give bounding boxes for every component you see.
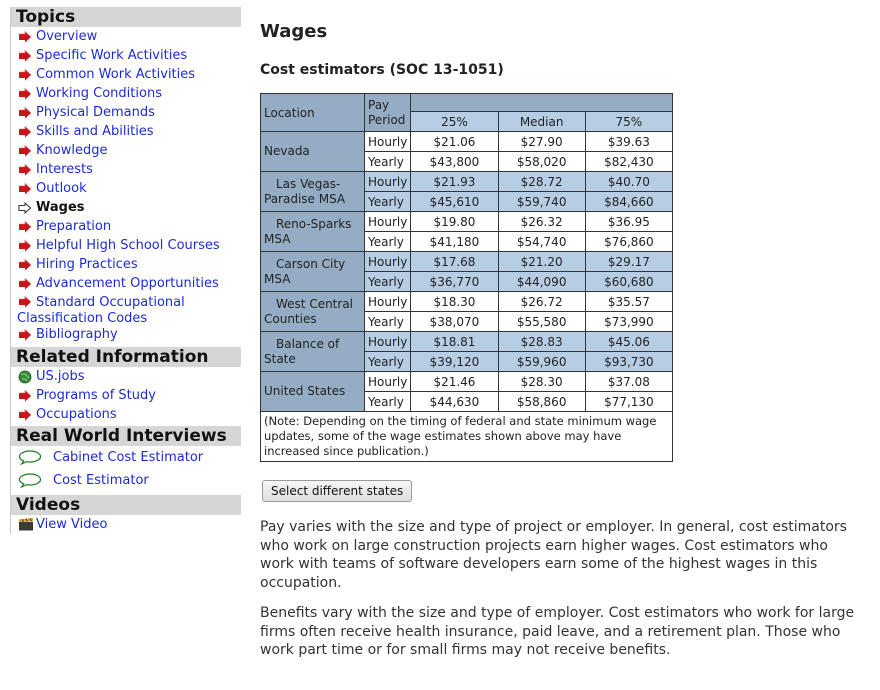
sidebar-item-label: Hiring Practices <box>36 257 138 272</box>
red-arrow-icon <box>18 239 32 251</box>
sidebar <box>10 7 241 534</box>
wage-value-cell: $21.93 <box>411 172 498 192</box>
red-arrow-icon <box>18 389 32 401</box>
sidebar-item-label: Knowledge <box>36 143 108 158</box>
wage-value-cell: $35.57 <box>585 292 672 312</box>
sidebar-item-label: Preparation <box>36 219 112 234</box>
red-arrow-icon <box>18 182 32 194</box>
location-column-header: Location <box>261 94 365 132</box>
sidebar-item-label: Physical Demands <box>36 105 155 120</box>
location-line1: Las Vegas- <box>276 176 341 191</box>
location-line2: MSA <box>264 271 291 286</box>
column-header-75: 75% <box>585 112 672 132</box>
sidebar-item-working-conditions[interactable] <box>11 84 241 103</box>
location-line2: State <box>264 351 296 366</box>
speech-bubble-icon <box>18 473 42 488</box>
pay-period-header-line1: Pay <box>368 97 390 112</box>
sidebar-item-outlook[interactable] <box>11 179 241 198</box>
wage-value-cell: $76,860 <box>585 232 672 252</box>
wage-value-cell: $73,990 <box>585 312 672 332</box>
sidebar-item-label-line1: Standard Occupational <box>36 295 185 310</box>
red-arrow-icon <box>18 258 32 270</box>
wage-value-cell: $84,660 <box>585 192 672 212</box>
sidebar-item-cabinet-cost-estimator[interactable] <box>11 446 241 469</box>
location-line1: West Central <box>276 296 354 311</box>
location-cell <box>261 172 365 212</box>
wage-value-cell: $28.83 <box>498 332 585 352</box>
wage-value-cell: $26.72 <box>498 292 585 312</box>
wage-value-cell: $55,580 <box>498 312 585 332</box>
pay-period-cell: Hourly <box>365 372 411 392</box>
wage-table-body <box>261 132 673 412</box>
red-arrow-icon <box>18 87 32 99</box>
red-arrow-icon <box>18 163 32 175</box>
wage-value-cell: $17.68 <box>411 252 498 272</box>
location-line2: Paradise MSA <box>264 191 346 206</box>
wage-value-cell: $21.46 <box>411 372 498 392</box>
pay-period-column-header <box>365 94 411 132</box>
videos-list <box>11 515 241 534</box>
red-arrow-icon <box>18 49 32 61</box>
sidebar-item-label-line2: Classification Codes <box>17 311 148 326</box>
wage-value-cell: $58,860 <box>498 392 585 412</box>
wage-value-cell: $58,020 <box>498 152 585 172</box>
wage-value-cell: $45,610 <box>411 192 498 212</box>
sidebar-item-label: Skills and Abilities <box>36 124 154 139</box>
sidebar-item-label: Overview <box>36 29 98 44</box>
wage-value-cell: $18.81 <box>411 332 498 352</box>
sidebar-item-label: Outlook <box>36 181 87 196</box>
location-cell: United States <box>261 372 365 412</box>
sidebar-item-common-work-activities[interactable] <box>11 65 241 84</box>
pay-period-cell: Hourly <box>365 292 411 312</box>
wage-table <box>260 93 673 462</box>
sidebar-item-preparation[interactable] <box>11 217 241 236</box>
wage-value-cell: $59,740 <box>498 192 585 212</box>
pay-period-cell: Yearly <box>365 232 411 252</box>
topics-heading: Topics <box>11 7 241 27</box>
red-arrow-icon <box>18 220 32 232</box>
wage-value-cell: $43,800 <box>411 152 498 172</box>
wage-value-cell: $37.08 <box>585 372 672 392</box>
table-row <box>261 252 673 272</box>
wage-value-cell: $21.06 <box>411 132 498 152</box>
red-arrow-icon <box>18 296 32 308</box>
sidebar-item-hiring-practices[interactable] <box>11 255 241 274</box>
sidebar-item-label: Programs of Study <box>36 388 156 403</box>
pay-period-cell: Yearly <box>365 392 411 412</box>
wage-value-cell: $36,770 <box>411 272 498 292</box>
clapperboard-icon <box>18 518 32 530</box>
table-row <box>261 212 673 232</box>
benefits-paragraph: Benefits vary with the size and type of employer. Cost estimators who work for large firms often receive health insurance, paid leave, and a retirement plan. Those who work part time or for small firms may not receive benefits. <box>260 605 855 658</box>
pay-period-cell: Hourly <box>365 172 411 192</box>
sidebar-item-label: US.jobs <box>36 369 85 384</box>
sidebar-item-label: Common Work Activities <box>36 67 196 82</box>
wage-value-cell: $18.30 <box>411 292 498 312</box>
sidebar-item-view-video[interactable] <box>11 515 241 534</box>
interviews-list <box>11 446 241 492</box>
sidebar-item-wages[interactable] <box>11 198 241 217</box>
location-cell <box>261 252 365 292</box>
pay-period-cell: Yearly <box>365 312 411 332</box>
sidebar-item-label: View Video <box>36 517 108 532</box>
wage-value-cell: $82,430 <box>585 152 672 172</box>
wage-value-cell: $77,130 <box>585 392 672 412</box>
location-cell <box>261 332 365 372</box>
column-header-25: 25% <box>411 112 498 132</box>
wage-value-cell: $29.17 <box>585 252 672 272</box>
wage-value-cell: $26.32 <box>498 212 585 232</box>
wage-value-cell: $28.30 <box>498 372 585 392</box>
location-line2: MSA <box>264 231 291 246</box>
wage-value-cell: $27.90 <box>498 132 585 152</box>
select-different-states-button[interactable]: Select different states <box>262 480 412 502</box>
wage-value-cell: $36.95 <box>585 212 672 232</box>
wage-value-cell: $39.63 <box>585 132 672 152</box>
location-line1: Carson City <box>276 256 346 271</box>
page-title: Wages <box>260 21 328 42</box>
speech-bubble-icon <box>18 450 42 465</box>
videos-heading: Videos <box>11 495 241 515</box>
pay-period-cell: Hourly <box>365 252 411 272</box>
wage-value-cell: $39,120 <box>411 352 498 372</box>
red-arrow-icon <box>18 328 32 340</box>
sidebar-item-programs-of-study[interactable] <box>11 386 241 405</box>
wage-value-cell: $45.06 <box>585 332 672 352</box>
sidebar-item-label: Occupations <box>36 407 117 422</box>
real-world-interviews-heading: Real World Interviews <box>11 426 241 446</box>
location-line1: Reno-Sparks <box>276 216 352 231</box>
table-row <box>261 292 673 312</box>
sidebar-item-occupations[interactable] <box>11 405 241 424</box>
sidebar-item-specific-work-activities[interactable] <box>11 46 241 65</box>
pay-period-cell: Yearly <box>365 152 411 172</box>
pay-period-header-line2: Period <box>368 112 406 127</box>
wage-value-cell: $38,070 <box>411 312 498 332</box>
red-arrow-icon <box>18 144 32 156</box>
red-arrow-icon <box>18 277 32 289</box>
table-row <box>261 332 673 352</box>
wage-value-cell: $21.20 <box>498 252 585 272</box>
sidebar-item-physical-demands[interactable] <box>11 103 241 122</box>
percentile-group-header <box>411 94 673 112</box>
wage-value-cell: $28.72 <box>498 172 585 192</box>
pay-period-cell: Hourly <box>365 212 411 232</box>
sidebar-item-label: Helpful High School Courses <box>36 238 220 253</box>
wage-value-cell: $54,740 <box>498 232 585 252</box>
related-information-heading: Related Information <box>11 347 241 367</box>
sidebar-item-bibliography[interactable] <box>11 325 241 344</box>
sidebar-item-helpful-high-school-courses[interactable] <box>11 236 241 255</box>
table-row <box>261 172 673 192</box>
sidebar-item-interests[interactable] <box>11 160 241 179</box>
location-cell <box>261 212 365 252</box>
globe-icon <box>18 370 32 382</box>
wage-value-cell: $93,730 <box>585 352 672 372</box>
red-arrow-icon <box>18 106 32 118</box>
sidebar-item-label: Interests <box>36 162 93 177</box>
wage-value-cell: $44,090 <box>498 272 585 292</box>
pay-period-cell: Yearly <box>365 272 411 292</box>
occupation-title: Cost estimators (SOC 13-1051) <box>260 62 504 78</box>
pay-period-cell: Hourly <box>365 132 411 152</box>
wage-note: (Note: Depending on the timing of federal and state minimum wage updates, some of the wage estimates shown above may have increased since publication.) <box>261 412 673 462</box>
wage-value-cell: $44,630 <box>411 392 498 412</box>
wage-value-cell: $60,680 <box>585 272 672 292</box>
wage-value-cell: $59,960 <box>498 352 585 372</box>
sidebar-item-label: Cabinet Cost Estimator <box>53 450 204 465</box>
wage-value-cell: $41,180 <box>411 232 498 252</box>
sidebar-item-label: Wages <box>36 200 85 215</box>
pay-period-cell: Hourly <box>365 332 411 352</box>
sidebar-item-label: Advancement Opportunities <box>36 276 219 291</box>
sidebar-item-advancement-opportunities[interactable] <box>11 274 241 293</box>
pay-period-cell: Yearly <box>365 192 411 212</box>
sidebar-item-label: Cost Estimator <box>53 473 149 488</box>
location-cell: Nevada <box>261 132 365 172</box>
red-arrow-icon <box>18 408 32 420</box>
sidebar-item-knowledge[interactable] <box>11 141 241 160</box>
location-line1: Balance of <box>276 336 340 351</box>
red-arrow-icon <box>18 68 32 80</box>
sidebar-item-skills-and-abilities[interactable] <box>11 122 241 141</box>
related-list <box>11 367 241 424</box>
red-arrow-icon <box>18 125 32 137</box>
wage-value-cell: $19.80 <box>411 212 498 232</box>
location-cell <box>261 292 365 332</box>
sidebar-item-cost-estimator[interactable] <box>11 469 241 492</box>
red-arrow-icon <box>18 30 32 42</box>
location-line2: Counties <box>264 311 317 326</box>
pay-period-cell: Yearly <box>365 352 411 372</box>
column-header-median: Median <box>498 112 585 132</box>
table-row <box>261 132 673 152</box>
topics-list <box>11 27 241 344</box>
sidebar-item-label: Specific Work Activities <box>36 48 188 63</box>
wage-value-cell: $40.70 <box>585 172 672 192</box>
outline-arrow-icon <box>18 201 32 213</box>
sidebar-item-label: Bibliography <box>36 327 118 342</box>
sidebar-item-us-jobs[interactable] <box>11 367 241 386</box>
sidebar-item-label: Working Conditions <box>36 86 162 101</box>
pay-paragraph: Pay varies with the size and type of project or employer. In general, cost estimators who work on large construction projects earn higher wages. Cost estimators who work with teams of software developers earn some of the highest wages in this occupation. <box>260 519 847 591</box>
table-row <box>261 372 673 392</box>
sidebar-item-overview[interactable] <box>11 27 241 46</box>
sidebar-item-standard-occupational-classification-codes[interactable] <box>11 293 241 328</box>
